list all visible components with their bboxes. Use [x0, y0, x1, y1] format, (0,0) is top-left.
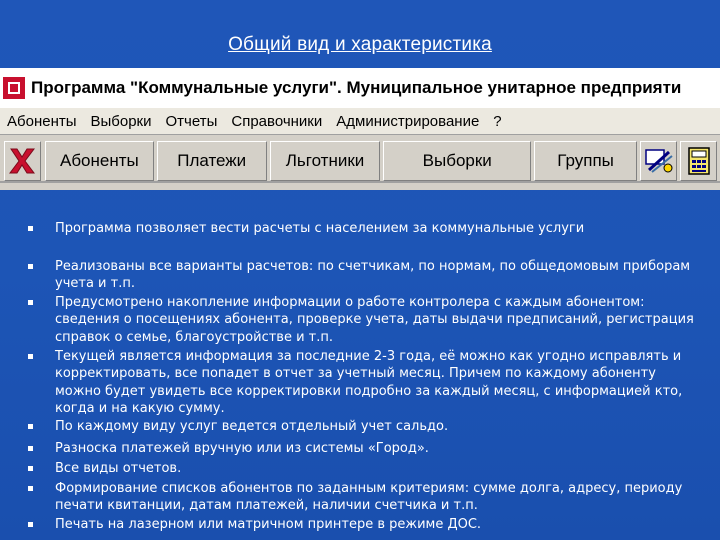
- bullet-icon: [28, 264, 33, 269]
- bullet-icon: [28, 300, 33, 305]
- calculator-icon: [684, 146, 714, 176]
- slide-title: Общий вид и характеристика: [228, 34, 492, 55]
- bullet-icon: [28, 424, 33, 429]
- tools-icon: [644, 146, 674, 176]
- menu-help[interactable]: ?: [493, 112, 502, 130]
- menu-administrirovanie[interactable]: Администрирование: [336, 112, 480, 130]
- toolbar-button-vyborki[interactable]: Выборки: [383, 141, 531, 181]
- toolbar-button-abonenty[interactable]: Абоненты: [45, 141, 154, 181]
- app-screenshot: [0, 68, 720, 190]
- calculator-button[interactable]: [680, 141, 717, 181]
- menu-otchety[interactable]: Отчеты: [165, 112, 218, 130]
- bullet-icon: [28, 226, 33, 231]
- app-icon: [3, 77, 25, 99]
- exit-button[interactable]: [4, 141, 41, 181]
- menu-abonenty[interactable]: Абоненты: [7, 112, 77, 130]
- bullet-icon: [28, 522, 33, 527]
- toolbar-button-lgotniki[interactable]: Льготники: [270, 141, 381, 181]
- menu-spravochniki[interactable]: Справочники: [231, 112, 323, 130]
- bullet-icon: [28, 354, 33, 359]
- toolbar-button-gruppy[interactable]: Группы: [534, 141, 637, 181]
- toolbar-button-platezhi[interactable]: Платежи: [157, 141, 267, 181]
- app-titlebar: [0, 68, 720, 108]
- red-x-icon: [7, 146, 37, 176]
- toolbar-divider: [0, 181, 720, 183]
- tools-button[interactable]: [640, 141, 677, 181]
- bullet-icon: [28, 446, 33, 451]
- app-menubar: [0, 108, 720, 135]
- bullet-icon: [28, 466, 33, 471]
- bullet-icon: [28, 486, 33, 491]
- menu-vyborki[interactable]: Выборки: [90, 112, 152, 130]
- app-window-title: Программа "Коммунальные услуги". Муниципальное унитарное предприяти: [31, 78, 682, 97]
